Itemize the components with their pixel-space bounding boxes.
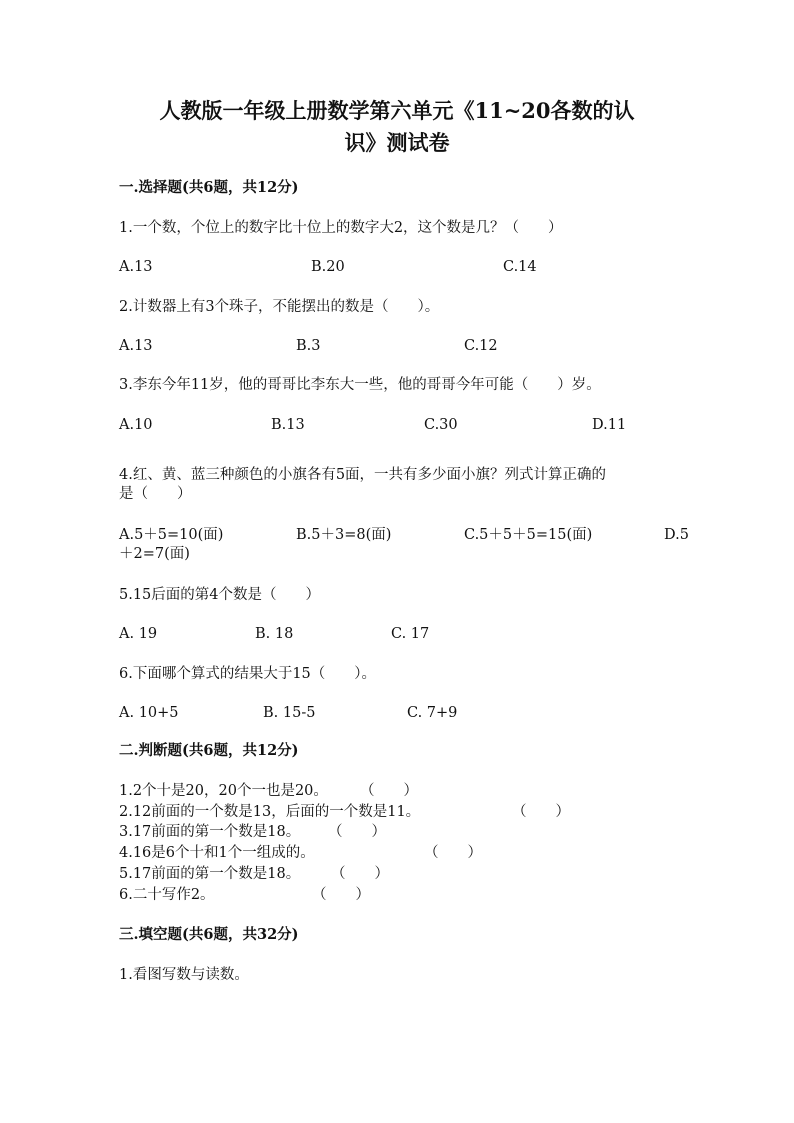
section-heading-choice: 一.选择题(共6题，共12分) <box>119 179 299 196</box>
judgment-6-text: 6.二十写作2。 <box>119 887 215 903</box>
fill-in-question-1-stem: 1.看图写数与读数。 <box>119 967 249 983</box>
question-4-stem-line-2: 是（ ） <box>119 486 192 502</box>
question-6-stem: 6.下面哪个算式的结果大于15（ ）。 <box>119 666 377 682</box>
q3-option-c: C.30 <box>424 417 458 433</box>
q5-option-a: A. 19 <box>119 626 158 642</box>
q5-option-b: B. 18 <box>255 626 294 642</box>
judgment-3-text: 3.17前面的第一个数是18。 <box>119 824 301 840</box>
q4-option-d-continuation: ＋2=7(面) <box>119 546 190 562</box>
page-title-line-2: 识》测试卷 <box>344 130 450 155</box>
judgment-5-answer-blank[interactable]: （ ） <box>331 866 389 882</box>
judgment-6-answer-blank[interactable]: （ ） <box>312 887 370 903</box>
q1-option-c: C.14 <box>503 259 537 275</box>
q6-option-a: A. 10+5 <box>119 705 179 721</box>
q5-option-c: C. 17 <box>391 626 430 642</box>
q2-option-c: C.12 <box>464 338 498 354</box>
q4-option-d: D.5 <box>664 527 689 543</box>
q1-option-a: A.13 <box>119 259 153 275</box>
judgment-1-text: 1.2个十是20，20个一也是20。 <box>119 783 328 799</box>
q1-option-b: B.20 <box>311 259 345 275</box>
question-2-stem: 2.计数器上有3个珠子，不能摆出的数是（ ）。 <box>119 299 440 315</box>
question-3-stem: 3.李东今年11岁，他的哥哥比李东大一些，他的哥哥今年可能（ ）岁。 <box>119 377 601 393</box>
section-heading-fill-in: 三.填空题(共6题，共32分) <box>119 926 299 943</box>
section-heading-judgment: 二.判断题(共6题，共12分) <box>119 742 299 759</box>
judgment-3-answer-blank[interactable]: （ ） <box>328 824 386 840</box>
q2-option-b: B.3 <box>296 338 321 354</box>
judgment-4-text: 4.16是6个十和1个一组成的。 <box>119 845 315 861</box>
q6-option-b: B. 15-5 <box>263 705 316 721</box>
judgment-5-text: 5.17前面的第一个数是18。 <box>119 866 301 882</box>
q2-option-a: A.13 <box>119 338 153 354</box>
question-4-stem-line-1: 4.红、黄、蓝三种颜色的小旗各有5面，一共有多少面小旗？列式计算正确的 <box>119 467 607 483</box>
q4-option-a: A.5＋5=10(面) <box>119 527 224 543</box>
page-title-line-1: 人教版一年级上册数学第六单元《11~20各数的认 <box>159 98 635 123</box>
question-1-stem: 1.一个数，个位上的数字比十位上的数字大2，这个数是几？（ ） <box>119 220 563 236</box>
q4-option-c: C.5＋5＋5=15(面) <box>464 527 593 543</box>
judgment-2-text: 2.12前面的一个数是13，后面的一个数是11。 <box>119 804 421 820</box>
question-5-stem: 5.15后面的第4个数是（ ） <box>119 587 321 603</box>
judgment-2-answer-blank[interactable]: （ ） <box>512 804 570 820</box>
q3-option-b: B.13 <box>271 417 305 433</box>
q3-option-d: D.11 <box>592 417 627 433</box>
q3-option-a: A.10 <box>119 417 153 433</box>
judgment-4-answer-blank[interactable]: （ ） <box>424 845 482 861</box>
judgment-1-answer-blank[interactable]: （ ） <box>360 783 418 799</box>
q6-option-c: C. 7+9 <box>407 705 458 721</box>
q4-option-b: B.5＋3=8(面) <box>296 527 392 543</box>
